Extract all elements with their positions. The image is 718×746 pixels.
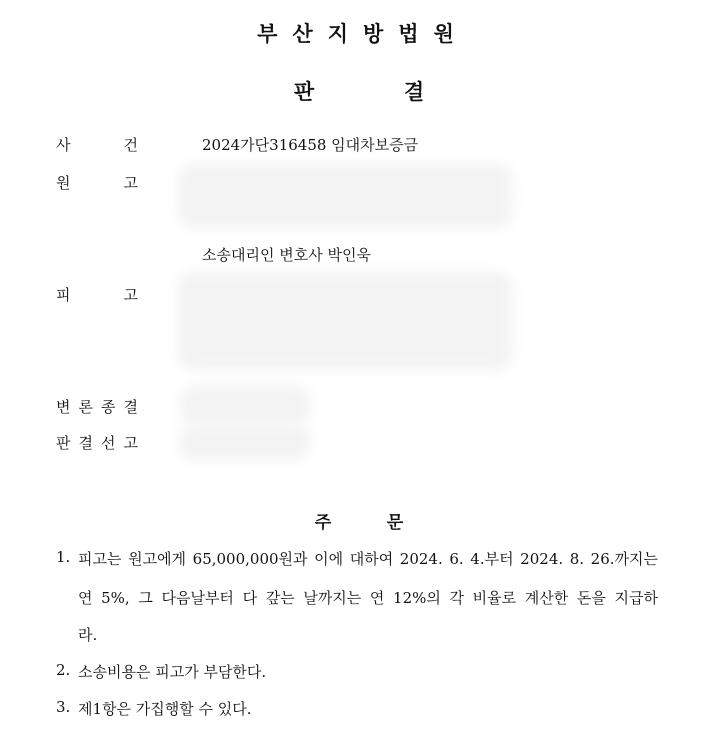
order-item-number: 3. — [56, 698, 71, 716]
court-name: 부산지방법원 — [257, 22, 469, 46]
plaintiff-label: 원 고 — [56, 174, 138, 192]
redacted-plaintiff-info — [178, 164, 512, 228]
order-item-line: 소송비용은 피고가 부담한다. — [78, 663, 267, 681]
order-item-number: 1. — [56, 548, 71, 566]
closing-of-argument-label: 변 론 종 결 — [56, 398, 138, 416]
order-title — [0, 508, 718, 533]
document-title-char: 판 — [293, 80, 315, 104]
order-item-line: 연 5%, 그 다음날부터 다 갚는 날까지는 연 12%의 각 비율로 계산한 돈을 지급하 — [78, 589, 658, 607]
redacted-closing-date — [180, 386, 310, 424]
case-value: 2024가단316458 임대차보증금 — [202, 136, 419, 154]
plaintiff-attorney: 소송대리인 변호사 박인욱 — [202, 246, 371, 264]
defendant-label: 피 고 — [56, 286, 138, 304]
order-item-line: 피고는 원고에게 65,000,000원과 이에 대하여 2024. 6. 4.부터 2024. 8. 26.까지는 — [78, 550, 658, 568]
order-item-number: 2. — [56, 661, 71, 679]
document-title-char: 결 — [403, 80, 425, 104]
order-item-line: 제1항은 가집행할 수 있다. — [78, 700, 252, 718]
document-title — [0, 76, 718, 106]
order-title-char: 문 — [386, 513, 404, 533]
order-title-char: 주 — [314, 513, 332, 533]
sentencing-label: 판 결 선 고 — [56, 434, 138, 452]
order-item-line: 라. — [78, 626, 98, 644]
redacted-defendant-info — [178, 272, 512, 370]
case-label: 사 건 — [56, 136, 138, 154]
redacted-sentencing-date — [180, 424, 310, 460]
